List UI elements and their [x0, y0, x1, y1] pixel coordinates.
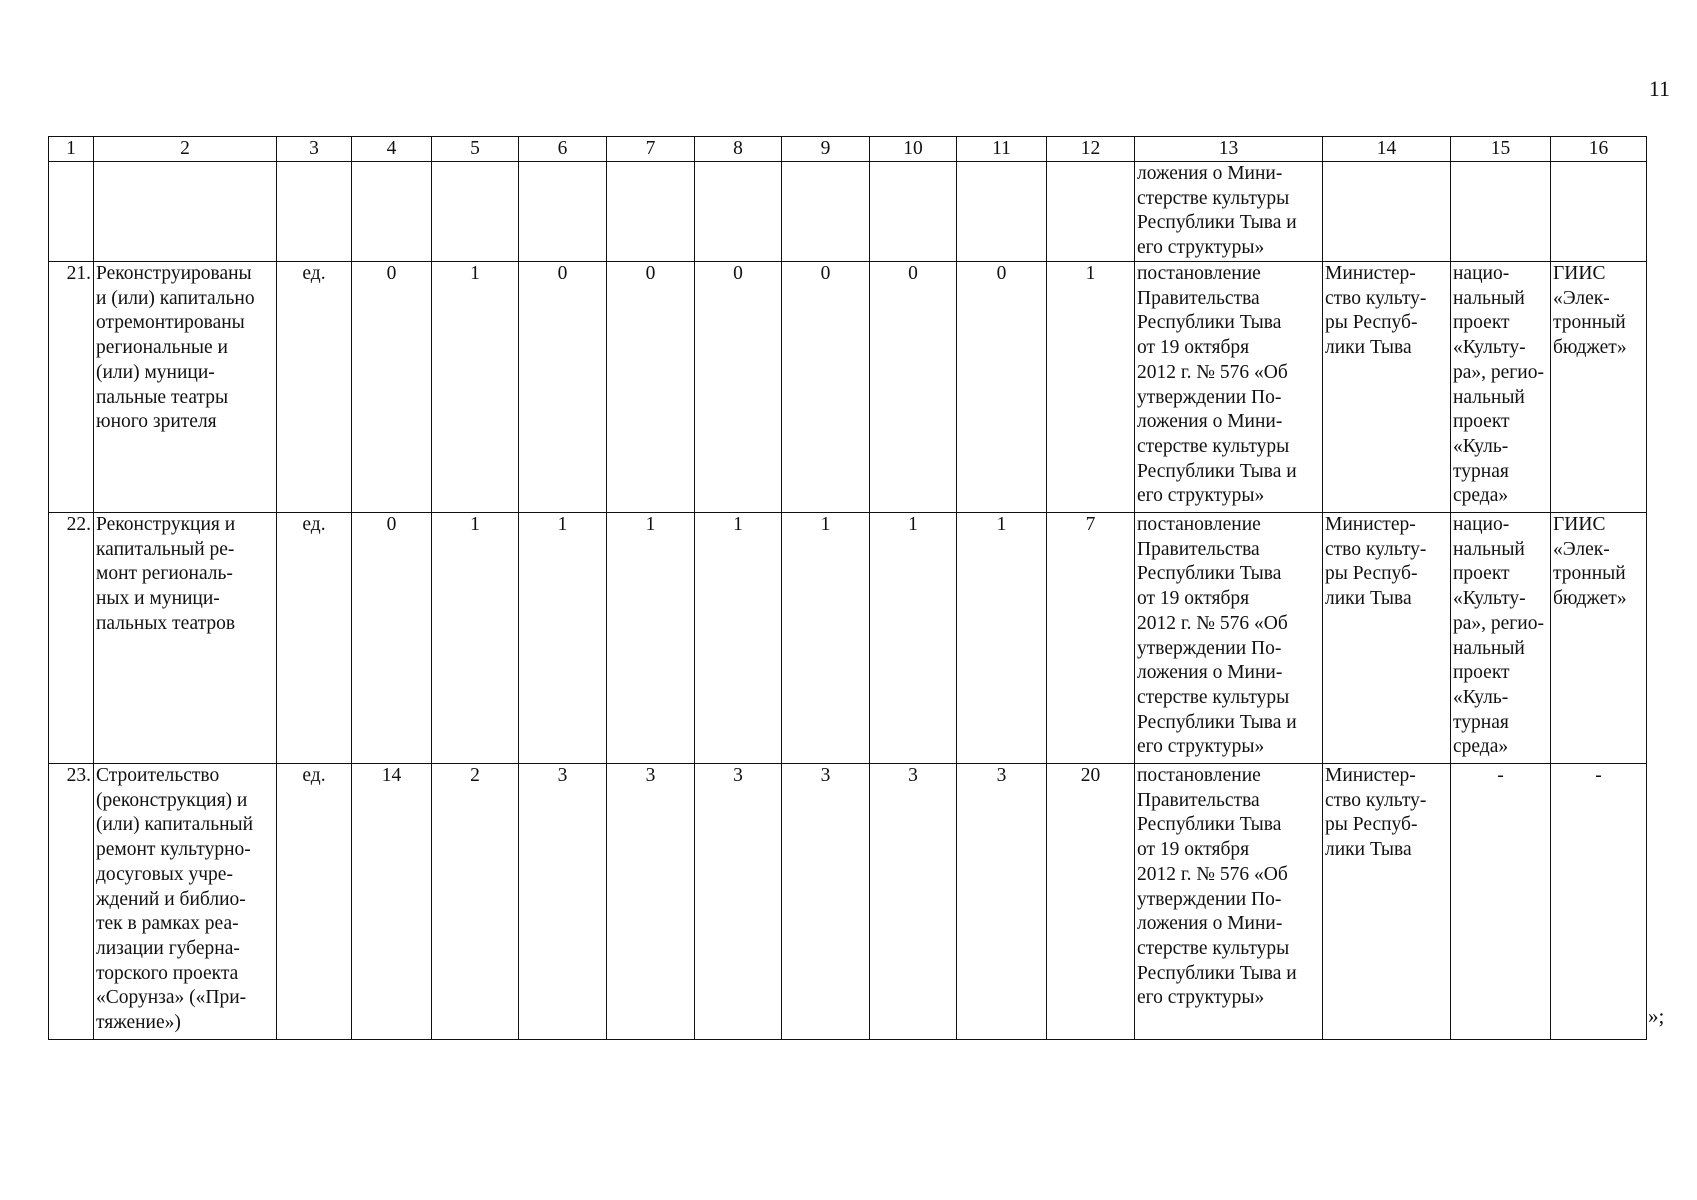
cell-line: Республики Тыва и — [1137, 711, 1297, 733]
cell-line: «Культу- — [1453, 337, 1526, 359]
cell-line: Реконструированы — [96, 263, 252, 284]
cell-line: нальный — [1453, 287, 1525, 309]
cell-line: капитальный ре- — [96, 538, 235, 560]
column-header-11: 11 — [957, 137, 1047, 162]
value-cell: 0 — [352, 513, 432, 764]
cell-line: ры Респуб- — [1325, 563, 1418, 585]
cell-line: утверждении По- — [1137, 386, 1282, 408]
cell-line: лизации губерна- — [96, 937, 240, 959]
cell-line: отремонтированы — [96, 312, 245, 334]
value-cell: 3 — [957, 764, 1047, 1040]
cell-line: пальные театры — [96, 386, 229, 408]
value-cell: 1 — [957, 513, 1047, 764]
cell-line: лики Тыва — [1325, 337, 1412, 359]
continuation-cell-2 — [94, 162, 277, 262]
cell-line: проект — [1453, 312, 1510, 334]
cell-line: тронный — [1553, 563, 1626, 585]
cell-line: Реконструкция и — [96, 514, 236, 535]
value-cell: 3 — [519, 764, 607, 1040]
cell-line: «Элек- — [1553, 287, 1610, 309]
cell-line: среда» — [1453, 485, 1509, 507]
responsible-cell — [1323, 513, 1451, 764]
column-header-12: 12 — [1047, 137, 1135, 162]
cell-line: ложения о Мини- — [1137, 913, 1283, 935]
cell-line: (или) муници- — [96, 361, 215, 383]
cell-line: тронный — [1553, 312, 1626, 334]
column-header-4: 4 — [352, 137, 432, 162]
cell-line: тек в рамках реа- — [96, 913, 239, 935]
cell-line: региональные и — [96, 337, 228, 359]
cell-line: ремонт культурно- — [96, 839, 251, 861]
system-cell — [1551, 262, 1647, 513]
column-header-7: 7 — [607, 137, 695, 162]
value-cell: 20 — [1047, 764, 1135, 1040]
continuation-cell-1 — [49, 162, 94, 262]
cell-line: постановление — [1137, 765, 1261, 786]
value-cell: 1 — [519, 513, 607, 764]
cell-line: Правительства — [1137, 538, 1260, 560]
cell-line: - — [1595, 765, 1602, 786]
cell-line: Республики Тыва — [1137, 312, 1282, 334]
responsible-cell — [1323, 764, 1451, 1040]
value-cell: 1 — [695, 513, 782, 764]
cell-line: среда» — [1453, 736, 1509, 758]
cell-line: ГИИС — [1553, 263, 1606, 284]
row-number: 22. — [49, 513, 94, 764]
value-cell: 1 — [432, 513, 519, 764]
cell-line: его структуры» — [1137, 736, 1265, 758]
continuation-cell-8 — [695, 162, 782, 262]
continuation-row — [49, 162, 1647, 262]
value-cell: 0 — [695, 262, 782, 513]
cell-line: утверждении По- — [1137, 637, 1282, 659]
cell-line: ждений и библио- — [96, 888, 246, 910]
cell-line: Министер- — [1325, 765, 1416, 786]
table-row — [49, 262, 1647, 513]
legal-basis-cell — [1135, 513, 1323, 764]
table-body — [49, 137, 1647, 1040]
cell-line: постановление — [1137, 263, 1261, 284]
cell-line: ство культу- — [1325, 287, 1427, 309]
cell-line: проект — [1453, 563, 1510, 585]
continuation-cell-6 — [519, 162, 607, 262]
cell-line: «Элек- — [1553, 538, 1610, 560]
project-cell — [1451, 262, 1551, 513]
cell-line: (или) капитальный — [96, 814, 254, 836]
value-cell: 3 — [695, 764, 782, 1040]
column-header-9: 9 — [782, 137, 870, 162]
continuation-cell-12 — [1047, 162, 1135, 262]
cell-line: - — [1497, 765, 1504, 786]
continuation-cell-15 — [1451, 162, 1551, 262]
cell-line: нацио- — [1453, 514, 1510, 535]
cell-line: Республики Тыва и — [1137, 460, 1297, 482]
cell-line: Правительства — [1137, 287, 1260, 309]
system-cell — [1551, 513, 1647, 764]
cell-line: ложения о Мини- — [1137, 662, 1283, 684]
cell-line: ры Респуб- — [1325, 312, 1418, 334]
value-cell: 2 — [432, 764, 519, 1040]
cell-line: Министер- — [1325, 514, 1416, 535]
value-cell: 0 — [352, 262, 432, 513]
cell-line: его структуры» — [1137, 237, 1265, 259]
table-row — [49, 513, 1647, 764]
column-header-14: 14 — [1323, 137, 1451, 162]
continuation-cell-13 — [1135, 162, 1323, 262]
project-cell — [1451, 764, 1551, 1040]
value-cell: 1 — [1047, 262, 1135, 513]
column-number-row — [49, 137, 1647, 162]
column-header-6: 6 — [519, 137, 607, 162]
cell-line: Министер- — [1325, 263, 1416, 284]
value-cell: 3 — [607, 764, 695, 1040]
continuation-cell-11 — [957, 162, 1047, 262]
value-cell: 3 — [782, 764, 870, 1040]
page-number: 11 — [1648, 76, 1670, 101]
value-cell: 7 — [1047, 513, 1135, 764]
cell-line: 2012 г. № 576 «Об — [1137, 863, 1288, 885]
value-cell: 1 — [432, 262, 519, 513]
cell-line: нальный — [1453, 538, 1525, 560]
cell-line: «Сорунза» («При- — [96, 987, 247, 1009]
continuation-cell-14 — [1323, 162, 1451, 262]
cell-line: «Куль- — [1453, 435, 1509, 457]
cell-line: ных и муници- — [96, 588, 220, 610]
cell-line: стерстве культуры — [1137, 435, 1290, 457]
cell-line: Правительства — [1137, 789, 1260, 811]
continuation-cell-3 — [277, 162, 352, 262]
cell-line: бюджет» — [1553, 337, 1627, 359]
system-cell — [1551, 764, 1647, 1040]
cell-line: ры Респуб- — [1325, 814, 1418, 836]
cell-line: от 19 октября — [1137, 588, 1250, 610]
value-cell: 0 — [870, 262, 957, 513]
column-header-13: 13 — [1135, 137, 1323, 162]
cell-line: ра», регио- — [1453, 612, 1544, 634]
column-header-5: 5 — [432, 137, 519, 162]
cell-line: его структуры» — [1137, 987, 1265, 1009]
legal-basis-cell — [1135, 262, 1323, 513]
cell-line: (реконструкция) и — [96, 789, 248, 811]
cell-line: юного зрителя — [96, 411, 217, 433]
cell-line: «Культу- — [1453, 588, 1526, 610]
cell-line: ство культу- — [1325, 538, 1427, 560]
cell-line: лики Тыва — [1325, 839, 1412, 861]
cell-line: от 19 октября — [1137, 337, 1250, 359]
continuation-cell-16 — [1551, 162, 1647, 262]
value-cell: 0 — [782, 262, 870, 513]
column-header-16: 16 — [1551, 137, 1647, 162]
cell-line: и (или) капитально — [96, 287, 255, 309]
cell-line: пальных театров — [96, 612, 236, 634]
cell-line: стерстве культуры — [1137, 686, 1290, 708]
cell-line: «Куль- — [1453, 686, 1509, 708]
cell-line: тяжение») — [96, 1012, 181, 1034]
responsible-cell — [1323, 262, 1451, 513]
cell-line: Республики Тыва и — [1137, 212, 1297, 234]
value-cell: 0 — [957, 262, 1047, 513]
continuation-cell-4 — [352, 162, 432, 262]
continuation-cell-7 — [607, 162, 695, 262]
unit-cell: ед. — [277, 513, 352, 764]
legal-basis-cell — [1135, 764, 1323, 1040]
cell-line: Республики Тыва и — [1137, 962, 1297, 984]
column-header-8: 8 — [695, 137, 782, 162]
column-header-1: 1 — [49, 137, 94, 162]
value-cell: 14 — [352, 764, 432, 1040]
cell-line: ра», регио- — [1453, 361, 1544, 383]
cell-line: Республики Тыва — [1137, 563, 1282, 585]
cell-line: ство культу- — [1325, 789, 1427, 811]
cell-line: лики Тыва — [1325, 588, 1412, 610]
row-number: 23. — [49, 764, 94, 1040]
cell-line: турная — [1453, 711, 1509, 733]
cell-line: турная — [1453, 460, 1509, 482]
indicator-name — [94, 262, 277, 513]
value-cell: 1 — [782, 513, 870, 764]
closing-quote-mark: »; — [1648, 1004, 1665, 1028]
indicator-name — [94, 764, 277, 1040]
cell-line: ложения о Мини- — [1137, 163, 1283, 184]
indicator-name — [94, 513, 277, 764]
column-header-2: 2 — [94, 137, 277, 162]
indicators-table — [48, 136, 1647, 1040]
table-row — [49, 764, 1647, 1040]
cell-line: проект — [1453, 411, 1510, 433]
cell-line: торского проекта — [96, 962, 239, 984]
cell-line: нальный — [1453, 637, 1525, 659]
cell-line: утверждении По- — [1137, 888, 1282, 910]
value-cell: 1 — [607, 513, 695, 764]
column-header-3: 3 — [277, 137, 352, 162]
continuation-cell-5 — [432, 162, 519, 262]
cell-line: Строительство — [96, 765, 220, 786]
column-header-15: 15 — [1451, 137, 1551, 162]
cell-line: нальный — [1453, 386, 1525, 408]
cell-line: проект — [1453, 662, 1510, 684]
cell-line: ложения о Мини- — [1137, 411, 1283, 433]
project-cell — [1451, 513, 1551, 764]
cell-line: от 19 октября — [1137, 839, 1250, 861]
continuation-cell-9 — [782, 162, 870, 262]
value-cell: 0 — [607, 262, 695, 513]
row-number: 21. — [49, 262, 94, 513]
cell-line: Республики Тыва — [1137, 814, 1282, 836]
cell-line: стерстве культуры — [1137, 187, 1290, 209]
cell-line: нацио- — [1453, 263, 1510, 284]
continuation-cell-10 — [870, 162, 957, 262]
unit-cell: ед. — [277, 262, 352, 513]
cell-line: стерстве культуры — [1137, 937, 1290, 959]
cell-line: монт региональ- — [96, 563, 233, 585]
cell-line: 2012 г. № 576 «Об — [1137, 361, 1288, 383]
value-cell: 0 — [519, 262, 607, 513]
cell-line: ГИИС — [1553, 514, 1606, 535]
column-header-10: 10 — [870, 137, 957, 162]
unit-cell: ед. — [277, 764, 352, 1040]
cell-line: 2012 г. № 576 «Об — [1137, 612, 1288, 634]
value-cell: 3 — [870, 764, 957, 1040]
cell-line: его структуры» — [1137, 485, 1265, 507]
value-cell: 1 — [870, 513, 957, 764]
cell-line: досуговых учре- — [96, 863, 233, 885]
cell-line: постановление — [1137, 514, 1261, 535]
cell-line: бюджет» — [1553, 588, 1627, 610]
